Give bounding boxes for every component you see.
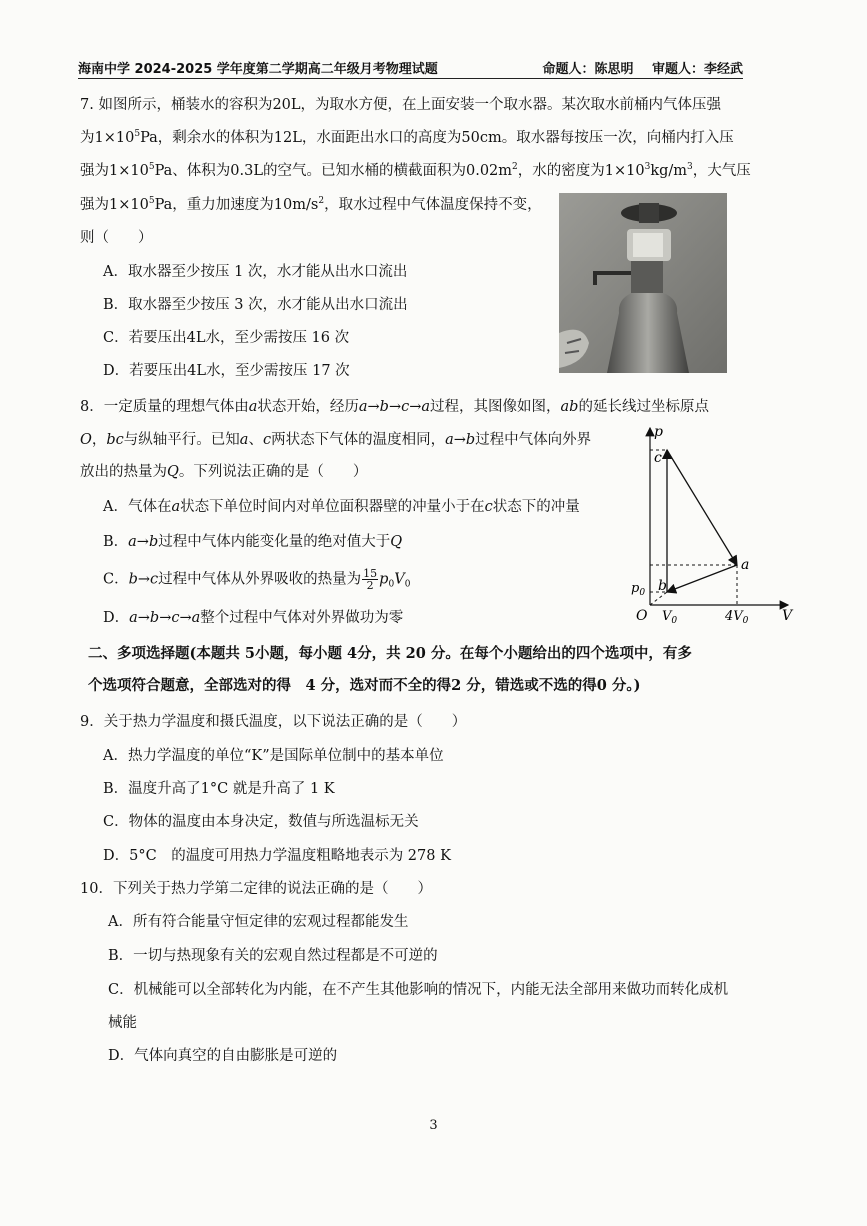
path-c-to-a [667,450,737,565]
q8-line-3: 放出的热量为Q。下列说法正确的是（ ） [80,464,368,480]
water-dispenser-photo [559,193,727,373]
path-a-to-b [667,565,737,592]
v-axis-label: V [782,608,793,624]
page-number: 3 [429,1118,438,1133]
q7-option-a: A．取水器至少按压 1 次，水才能从出水口流出 [103,264,408,280]
q8-option-a: A．气体在a状态下单位时间内对单位面积器壁的冲量小于在c状态下的冲量 [103,499,580,515]
q7-line-2: 为$1\times 10^5Pa$，剩余水的体积为12L，水面距出水口的高度为50cm。取水器每按压一次，向桶内打入压 [80,129,734,146]
q8-option-c: C．b→c过程中气体从外界吸收的热量为 $\frac{15}{2}$ $p_0V_0$ [103,567,411,592]
section2-heading-line-2: 个选项符合题意，全部选对的得 4 分，选对而不全的得2 分，错选或不选的得0 分。) [88,677,641,694]
q9-stem: 9．关于热力学温度和摄氏温度，以下说法正确的是（ ） [80,714,467,730]
q8-line-2: O，bc与纵轴平行。已知a、c两状态下气体的温度相同，a→b过程中气体向外界 [80,432,592,448]
state-c-label: c [654,450,662,466]
p0-label: $p_0$ [631,581,646,598]
q7-line-4: 强为$1\times 10^5Pa$，重力加速度为$10m/s^2$，取水过程中气体温度保持不变， [80,196,542,213]
exam-title: 海南中学 2024-2025 学年度第二学期高二年级月考物理试题 [78,62,438,77]
4v0-label: $4V_0$ [725,609,749,625]
p-axis-label: p [654,424,663,440]
q9-option-d: D．5°C 的温度可用热力学温度粗略地表示为 278 K [103,848,451,864]
q9-option-a: A．热力学温度的单位“K”是国际单位制中的基本单位 [103,748,444,764]
q10-option-b: B．一切与热现象有关的宏观自然过程都是不可逆的 [108,948,438,964]
q7-option-d: D．若要压出4L水，至少需按压 17 次 [103,363,350,379]
q8-option-b: B．a→b过程中气体内能变化量的绝对值大于Q [103,534,403,550]
state-b-label: b [658,578,667,594]
section2-heading-line-1: 二、多项选择题(本题共 5小题，每小题 4分，共 20 分。在每个小题给出的四个选项中，有多 [88,645,692,662]
q9-option-b: B．温度升高了1°C 就是升高了 1 K [103,781,335,797]
header-credits [528,58,743,77]
q10-option-a: A．所有符合能量守恒定律的宏观过程都能发生 [108,914,409,930]
q10-option-d: D．气体向真空的自由膨胀是可逆的 [108,1048,338,1064]
q7-line-1: 7. 如图所示，桶装水的容积为20L，为取水方便，在上面安装一个取水器。某次取水前桶内气体压强 [80,97,722,113]
state-a-label: a [741,557,750,573]
page-header [78,56,743,79]
fraction-15-over-2: $\frac{15}{2}$ [363,567,378,592]
v0-label: $V_0$ [662,609,678,625]
pv-diagram [620,420,800,625]
q9-option-c: C．物体的温度由本身决定，数值与所选温标无关 [103,814,419,830]
q10-option-c: C．机械能可以全部转化为内能，在不产生其他影响的情况下，内能无法全部用来做功而转化成机 [108,982,729,998]
origin-label: O [636,608,648,624]
q7-line-5: 则（ ） [80,230,153,246]
q8-option-d: D．a→b→c→a整个过程中气体对外界做功为零 [103,610,404,626]
q7-option-b: B．取水器至少按压 3 次，水才能从出水口流出 [103,297,408,313]
q8-line-1: 8．一定质量的理想气体由a状态开始，经历a→b→c→a过程，其图像如图，ab的延长线过坐标原点 [80,399,709,415]
q10-stem: 10．下列关于热力学第二定律的说法正确的是（ ） [80,881,432,897]
reviewer-label: 审题人：李经武 [651,62,743,77]
q7-line-3: 强为$1\times 10^5Pa$、体积为0.3L的空气。已知水桶的横截面积为$0.02m^2$，水的密度为$1\times 10^3kg/m^3$，大气压 [80,162,751,179]
author-label: 命题人：陈思明 [542,62,634,77]
q10-option-c-continued: 械能 [108,1015,137,1031]
q7-option-c: C．若要压出4L水，至少需按压 16 次 [103,330,350,346]
